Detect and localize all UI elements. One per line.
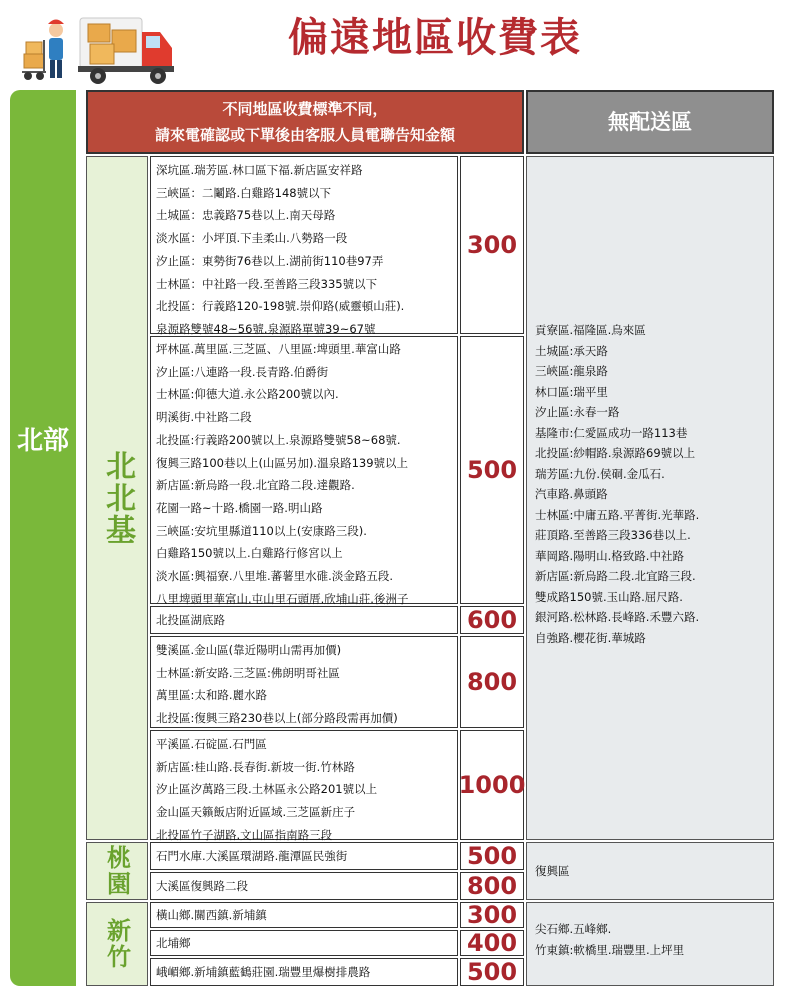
price-cell <box>460 902 524 928</box>
price-cell <box>460 930 524 956</box>
no-delivery-beibeiji <box>526 156 774 840</box>
price-value: 500 <box>466 456 518 484</box>
address-line: 泉源路雙號48~56號.泉源路單號39~67號 <box>156 321 376 336</box>
address-line: 士林區:仰德大道.永公路200號以內. <box>156 387 339 402</box>
price-value: 300 <box>466 901 518 929</box>
address-line: 復興三路100巷以上(山區另加).溫泉路139號以上 <box>156 455 409 470</box>
address-line: 金山區天籟飯店附近區域.三芝區新庄子 <box>156 805 356 820</box>
address-line: 新店區:桂山路.長春街.新坡一街.竹林路 <box>156 759 355 774</box>
address-line: 汐止區：東勢街76巷以上.湖前街110巷97弄 <box>156 253 384 268</box>
address-line: 坪林區.萬里區.三芝區、八里區:埤頭里.華富山路 <box>156 342 401 356</box>
address-line: 北投區:行義路200號以上.泉源路雙號58~68號. <box>156 432 401 447</box>
no-delivery-line: 北投區:紗帽路.泉源路69號以上 <box>535 446 696 460</box>
no-delivery-line: 三峽區:龍泉路 <box>535 364 608 378</box>
no-delivery-line: 土城區:承天路 <box>535 343 608 358</box>
price-value: 500 <box>466 958 518 986</box>
address-block-taoyuan-800 <box>150 872 458 900</box>
address-line: 明溪街.中社路二段 <box>156 410 252 425</box>
address-line: 萬里區:太和路.麗水路 <box>156 688 268 703</box>
no-delivery-line: 瑞芳區:九份.侯硐.金瓜石. <box>535 466 665 481</box>
region-name: 新竹 <box>102 918 131 970</box>
region-beibeiji <box>86 156 148 840</box>
no-delivery-line: 竹東鎮:軟橋里.瑞豐里.上坪里 <box>535 942 685 957</box>
address-line: 花園一路~十路.橋園一路.明山路 <box>156 500 323 515</box>
no-delivery-line: 林口區:瑞平里 <box>535 384 608 399</box>
region-taoyuan <box>86 842 148 900</box>
address-line: 深坑區.瑞芳區.林口區下福.新店區安祥路 <box>156 163 363 177</box>
price-cell <box>460 730 524 840</box>
address-line: 三峽區:安坑里縣道110以上(安康路三段). <box>156 523 367 538</box>
notice-line-1: 不同地區收費標準不同， <box>222 100 388 118</box>
price-cell <box>460 842 524 870</box>
price-cell <box>460 606 524 634</box>
no-delivery-line: 銀河路.松林路.長峰路.禾豐六路. <box>535 610 700 624</box>
price-value: 800 <box>466 872 518 900</box>
area-bar <box>10 90 76 986</box>
no-delivery-line: 雙成路150號.玉山路.屈尺路. <box>535 589 683 604</box>
no-delivery-line: 華岡路.陽明山.格致路.中社路 <box>535 548 684 563</box>
no-delivery-line: 莊頂路.至善路三段336巷以上. <box>535 528 691 542</box>
address-block-300 <box>150 156 458 334</box>
address-block-600 <box>150 606 458 634</box>
address-line: 峨嵋鄉.新埔鎮藍鶴莊園.瑞豐里爆樹排農路 <box>156 965 371 979</box>
no-delivery-line: 自強路.櫻花街.華城路 <box>535 630 646 645</box>
address-block-500 <box>150 336 458 604</box>
delivery-truck-icon <box>18 10 178 90</box>
address-line: 新店區:新烏路一段.北宜路二段.達觀路. <box>156 478 355 493</box>
address-line: 三峽區：二鬮路.白雞路148號以下 <box>156 185 332 200</box>
address-line: 淡水區:興福寮.八里堆.蕃薯里水碓.淡金路五段. <box>156 569 393 584</box>
address-line: 士林區:新安路.三芝區:佛朗明哥社區 <box>156 665 340 680</box>
no-delivery-line: 新店區:新烏路二段.北宜路三段. <box>535 569 696 583</box>
address-block-hsinchu-300 <box>150 902 458 928</box>
address-line: 土城區：忠義路75巷以上.南天母路 <box>156 208 336 223</box>
no-delivery-line: 士林區:中庸五路.平菁街.光華路. <box>535 507 700 522</box>
address-block-hsinchu-500 <box>150 958 458 986</box>
price-cell <box>460 636 524 728</box>
no-delivery-line: 復興區 <box>535 864 570 878</box>
no-delivery-line: 貢寮區.福隆區.烏來區 <box>535 323 646 337</box>
notice-line-2: 請來電確認或下單後由客服人員電聯告知金額 <box>154 126 455 144</box>
address-line: 汐止區:八連路一段.長青路.伯爵街 <box>156 364 329 379</box>
no-delivery-line: 汐止區:永春一路 <box>535 405 620 419</box>
no-delivery-line: 汽車路.鼻頭路 <box>535 487 608 501</box>
no-delivery-line: 尖石鄉.五峰鄉. <box>535 922 612 936</box>
region-hsinchu <box>86 902 148 986</box>
price-value: 300 <box>466 231 518 259</box>
no-delivery-line: 基隆市:仁愛區成功一路113巷 <box>535 425 688 440</box>
price-value: 1000 <box>458 771 526 799</box>
address-line: 雙溪區.金山區(靠近陽明山需再加價) <box>156 643 342 657</box>
address-block-taoyuan-500 <box>150 842 458 870</box>
no-delivery-taoyuan <box>526 842 774 900</box>
price-cell <box>460 872 524 900</box>
address-line: 白雞路150號以上.白雞路行修宮以上 <box>156 546 343 561</box>
address-line: 石門水庫.大溪區環湖路.龍潭區民強街 <box>156 849 348 863</box>
address-line: 士林區：中社路一段.至善路三段335號以下 <box>156 276 378 291</box>
price-cell <box>460 336 524 604</box>
address-line: 淡水區：小坪頂.下圭柔山.八勢路一段 <box>156 231 348 246</box>
price-value: 800 <box>466 668 518 696</box>
address-line: 北投區湖底路 <box>156 613 225 627</box>
address-line: 北投區竹子湖路.文山區指南路三段 <box>156 827 333 842</box>
address-line: 大溪區復興路二段 <box>156 879 248 893</box>
page-title: 偏遠地區收費表 <box>288 15 582 61</box>
price-cell <box>460 156 524 334</box>
address-line: 橫山鄉.關西鎮.新埔鎮 <box>156 908 267 922</box>
no-delivery-header: 無配送區 <box>526 90 774 154</box>
price-value: 500 <box>466 842 518 870</box>
fee-notice-header <box>86 90 524 154</box>
region-name: 桃園 <box>102 845 131 897</box>
area-label: 北部 <box>16 426 69 456</box>
address-line: 平溪區.石碇區.石門區 <box>156 737 267 751</box>
address-line: 北埔鄉 <box>156 936 191 950</box>
region-name: 北北基 <box>100 450 135 546</box>
price-value: 400 <box>466 929 518 957</box>
no-delivery-hsinchu <box>526 902 774 986</box>
address-block-hsinchu-400 <box>150 930 458 956</box>
address-line: 汐止區汐萬路三段.土林區永公路201號以上 <box>156 782 378 797</box>
address-line: 北投區:復興三路230巷以上(部分路段需再加價) <box>156 711 398 726</box>
address-line: 八里埤頭里華富山.屯山里石頭厝.欣埔山莊.後洲子 <box>156 591 409 606</box>
price-cell <box>460 958 524 986</box>
address-block-1000 <box>150 730 458 840</box>
address-line: 北投區：行義路120-198號.崇仰路(威靈頓山莊). <box>156 299 405 314</box>
price-value: 600 <box>466 606 518 634</box>
address-block-800 <box>150 636 458 728</box>
